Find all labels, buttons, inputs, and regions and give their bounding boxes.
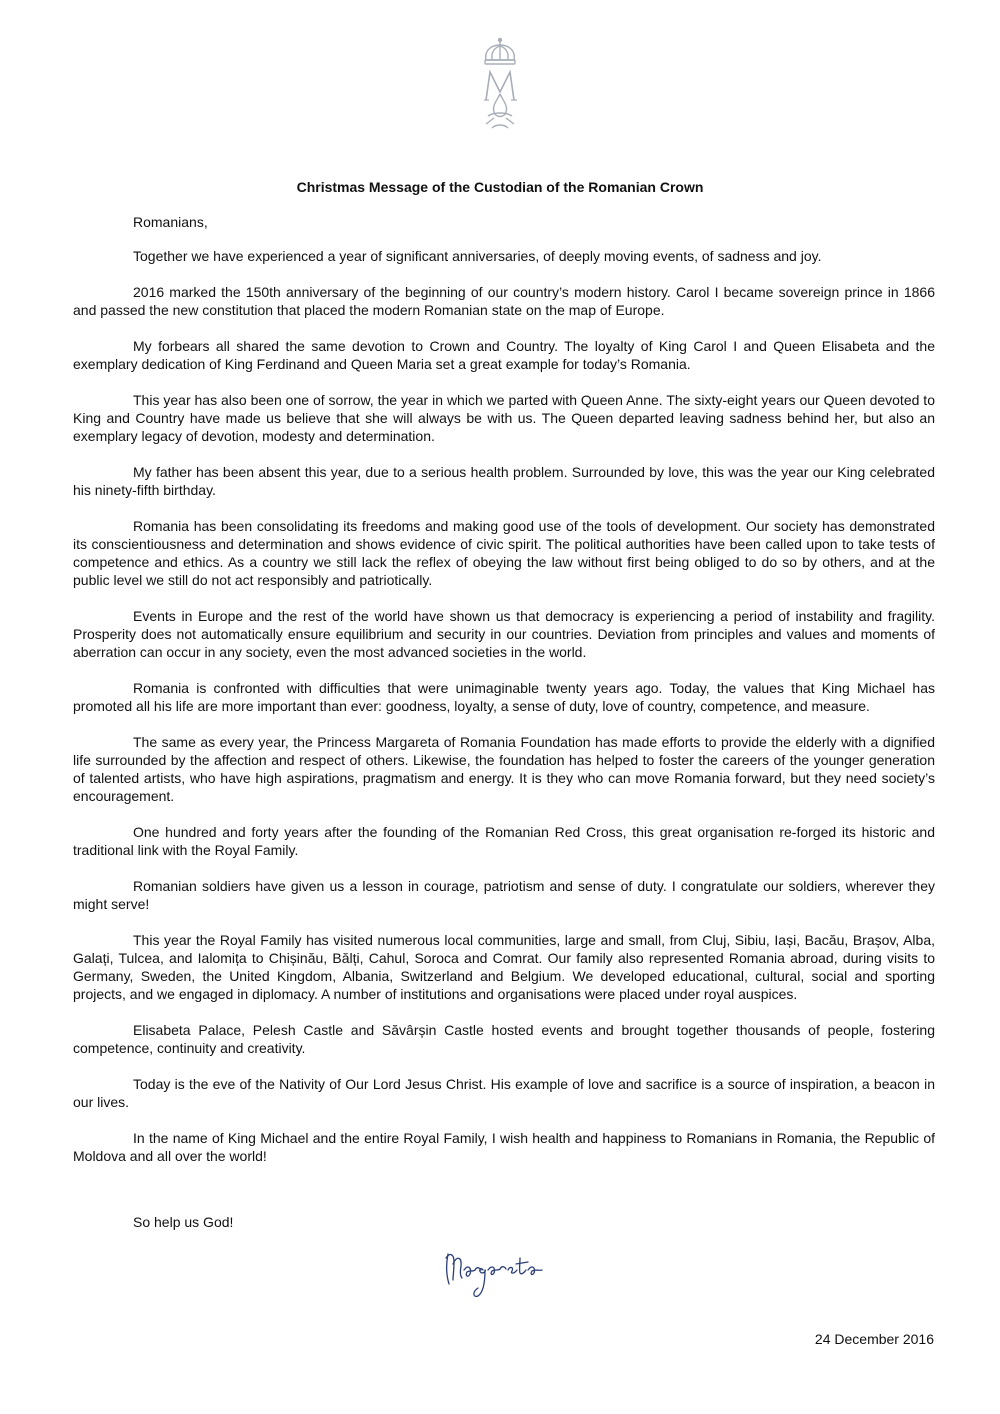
letter-body (73, 247, 935, 1183)
paragraph: Romanian soldiers have given us a lesson in courage, patriotism and sense of duty. I congratulate our soldiers, wherever they might serve! (73, 878, 935, 912)
paragraph: 2016 marked the 150th anniversary of the beginning of our country’s modern history. Carol I became sovereign prince in 1866 and passed the new constitution that placed the modern Romanian state on the map of Europe. (73, 284, 935, 318)
paragraph: The same as every year, the Princess Margareta of Romania Foundation has made efforts to provide the elderly with a dignified life surrounded by the affection and respect of others. Likewise, the foundation has helped to foster the careers of the younger generation of talented artists, who have high aspirations, pragmatism and energy. It is they who can move Romania forward, but they need society’s encouragement. (73, 734, 935, 804)
paragraph: One hundred and forty years after the founding of the Romanian Red Cross, this great organisation re-forged its historic and traditional link with the Royal Family. (73, 824, 935, 858)
paragraph: Elisabeta Palace, Pelesh Castle and Săvârșin Castle hosted events and brought together thousands of people, fostering competence, continuity and creativity. (73, 1022, 935, 1056)
crown-monogram-icon (472, 36, 528, 132)
paragraph: This year the Royal Family has visited numerous local communities, large and small, from Cluj, Sibiu, Iași, Bacău, Brașov, Alba, Galați, Tulcea, and Ialomița to Chișinău, Bălți, Cahul, Soroca and Comrat. Our family also represented Romania abroad, during visits to Germany, Sweden, the United Kingdom, Albania, Switzerland and Belgium. We developed educational, cultural, social and sporting projects, and we engaged in diplomacy. A number of institutions and organisations were placed under royal auspices. (73, 932, 935, 1002)
paragraph: Romania has been consolidating its freedoms and making good use of the tools of development. Our society has demonstrated its conscientiousness and determination and shows evidence of civic spirit. The political authorities have been called upon to take tests of competence and ethics. As a country we still lack the reflex of obeying the law without first being obliged to do so by others, and at the public level we still do not act responsibly and patriotically. (73, 518, 935, 588)
letter-date: 24 December 2016 (814, 1331, 934, 1347)
paragraph: My father has been absent this year, due to a serious health problem. Surrounded by love, this was the year our King celebrated his ninety-fifth birthday. (73, 464, 935, 498)
paragraph: Romania is confronted with difficulties that were unimaginable twenty years ago. Today, the values that King Michael has promoted all his life are more important than ever: goodness, loyalty, a sense of duty, love of country, competence, and measure. (73, 680, 935, 714)
closing-line: So help us God! (133, 1214, 234, 1230)
paragraph: This year has also been one of sorrow, the year in which we parted with Queen Anne. The sixty-eight years our Queen devoted to King and Country have made us believe that she will always be with us. The Queen departed leaving sadness behind her, but also an exemplary legacy of devotion, modesty and determination. (73, 392, 935, 444)
paragraph: My forbears all shared the same devotion to Crown and Country. The loyalty of King Carol I and Queen Elisabeta and the exemplary dedication of King Ferdinand and Queen Maria set a great example for today’s Romania. (73, 338, 935, 372)
paragraph: In the name of King Michael and the entire Royal Family, I wish health and happiness to Romanians in Romania, the Republic of Moldova and all over the world! (73, 1130, 935, 1164)
paragraph: Together we have experienced a year of significant anniversaries, of deeply moving events, of sadness and joy. (133, 248, 822, 264)
paragraph: Today is the eve of the Nativity of Our Lord Jesus Christ. His example of love and sacrifice is a source of inspiration, a beacon in our lives. (73, 1076, 935, 1110)
salutation: Romanians, (133, 214, 208, 230)
letter-title: Christmas Message of the Custodian of the Romanian Crown (296, 179, 704, 195)
paragraph: Events in Europe and the rest of the world have shown us that democracy is experiencing a period of instability and fragility. Prosperity does not automatically ensure equilibrium and security in our countries. Deviation from principles and values and moments of aberration can occur in any society, even the most advanced societies in the world. (73, 608, 935, 660)
handwritten-signature (440, 1240, 550, 1302)
